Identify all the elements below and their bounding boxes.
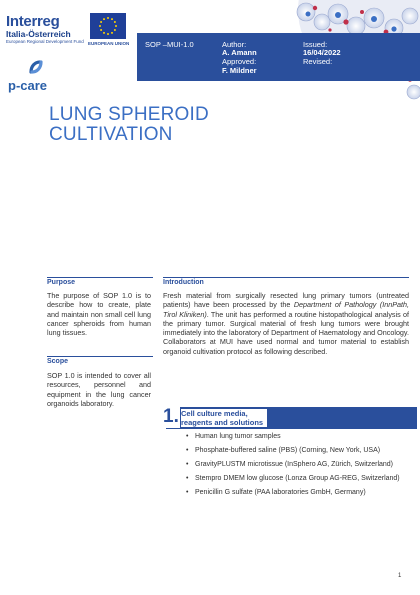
page-number: 1 <box>398 573 402 579</box>
section-1-number: 1. <box>163 406 179 427</box>
document-title-line-2: CULTIVATION <box>49 124 173 145</box>
approved-value: F. Mildner <box>222 66 257 75</box>
introduction-text <box>163 291 409 356</box>
interreg-wordmark: Interreg <box>6 13 60 30</box>
purpose-rule <box>47 277 153 278</box>
list-item-text: Human lung tumor samples <box>195 433 281 440</box>
purpose-heading: Purpose <box>47 279 76 286</box>
issued-label: Issued: <box>303 40 328 49</box>
bullet-icon: • <box>186 447 189 454</box>
list-item <box>182 446 404 455</box>
list-item-text: Phosphate-buffered saline (PBS) (Corning, New York, USA) <box>195 447 381 454</box>
section-1-title: Cell culture media, reagents and solutions <box>181 409 267 427</box>
materials-list <box>182 432 404 502</box>
interreg-fund-label: European Regional Development Fund <box>6 39 84 44</box>
scope-text: SOP 1.0 is intended to cover all resources, personnel and equipment in the lung cancer organoids laboratory. <box>47 371 151 408</box>
list-item <box>182 460 404 469</box>
document-title <box>49 105 349 145</box>
list-item <box>182 488 404 497</box>
pcare-wordmark: p-care <box>8 78 48 93</box>
interreg-logo <box>6 14 88 45</box>
approved-label: Approved: <box>222 57 257 66</box>
list-item <box>182 432 404 441</box>
eu-caption: EUROPEAN UNION <box>88 41 130 46</box>
scope-rule <box>47 356 153 357</box>
bullet-icon: • <box>186 489 189 496</box>
issued-value: 16/04/2022 <box>303 48 341 57</box>
list-item-text: Stempro DMEM low glucose (Lonza Group AG-REG, Switzerland) <box>195 475 400 482</box>
purpose-text: The purpose of SOP 1.0 is to describe how to create, plate and maintain non small cell lung cancer spheroids from human lung tissues. <box>47 291 151 338</box>
document-title-line-1: LUNG SPHEROID <box>49 104 209 125</box>
sop-code: SOP –MUI-1.0 <box>145 40 194 49</box>
introduction-text-emphasis: Department of Pathology (InnPath, Tirol Kliniken) <box>163 300 409 319</box>
list-item-text: Penicillin G sulfate (PAA laboratories GmbH, Germany) <box>195 489 366 496</box>
bullet-icon: • <box>186 475 189 482</box>
introduction-heading: Introduction <box>163 279 204 286</box>
author-label: Author: <box>222 40 247 49</box>
scope-heading: Scope <box>47 358 69 365</box>
bullet-icon: • <box>186 461 189 468</box>
bullet-icon: • <box>186 433 189 440</box>
introduction-rule <box>163 277 409 278</box>
header-band <box>137 33 420 81</box>
list-item-text: GravityPLUSTM microtissue (InSphero AG, Zürich, Switzerland) <box>195 461 394 468</box>
interreg-region-label: Italia-Österreich <box>6 29 71 39</box>
introduction-text-part-1: Fresh material from surgically resected lung primary tumors (untreated patients) have been processed by the <box>163 291 409 310</box>
revised-label: Revised: <box>303 57 333 66</box>
introduction-text-part-2: . The unit has performed a routine histopathological analysis of the primary tumor. Surgical material of fresh lung tumors were brought immediately into the laboratory of Department of Haematology and Oncology. Collaborators at MUI have used normal and tumor material to establish organoid cultivation protocol as following described. <box>163 309 409 356</box>
pcare-logo-icon <box>26 57 46 77</box>
author-value: A. Amann <box>222 48 257 57</box>
eu-flag-icon <box>90 13 126 39</box>
list-item <box>182 474 404 483</box>
